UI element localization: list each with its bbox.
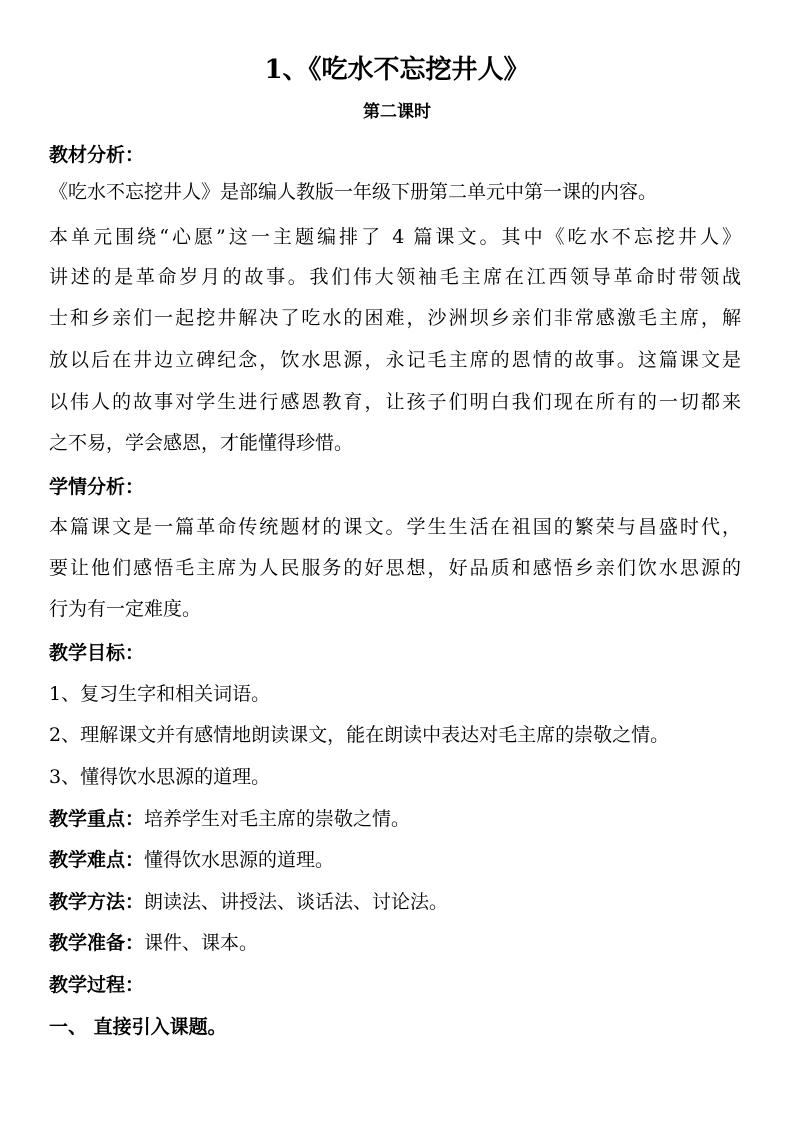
objective-item: 1、复习生字和相关词语。 bbox=[49, 683, 271, 705]
methods-label: 教学方法： bbox=[49, 891, 145, 913]
preparation-row bbox=[49, 928, 258, 958]
objective-item: 3、懂得饮水思源的道理。 bbox=[49, 766, 271, 788]
process-heading: 教学过程： bbox=[49, 974, 145, 996]
document-subtitle: 第二课时 bbox=[363, 102, 431, 122]
process-step-heading: 一、 直接引入课题。 bbox=[49, 1016, 227, 1038]
material-analysis-line: 士和乡亲们一起挖井解决了吃水的困难，沙洲坝乡亲们非常感激毛主席，解 bbox=[49, 307, 741, 329]
difficulty-label: 教学难点： bbox=[49, 849, 145, 871]
preparation-text: 课件、课本。 bbox=[144, 932, 259, 954]
student-analysis-line: 本篇课文是一篇革命传统题材的课文。学生生活在祖国的繁荣与昌盛时代， bbox=[49, 516, 741, 538]
objective-item: 2、理解课文并有感情地朗读课文，能在朗读中表达对毛主席的崇敬之情。 bbox=[49, 724, 670, 746]
material-analysis-heading: 教材分析： bbox=[49, 144, 145, 166]
difficulty-text: 懂得饮水思源的道理。 bbox=[144, 849, 335, 871]
material-analysis-line: 之不易，学会感恩，才能懂得珍惜。 bbox=[49, 432, 354, 454]
difficulty-row bbox=[49, 845, 334, 875]
material-analysis-line: 放以后在井边立碑纪念，饮水思源，永记毛主席的恩情的故事。这篇课文是 bbox=[49, 349, 741, 371]
document-title: 1、《吃水不忘挖井人》 bbox=[264, 55, 530, 85]
objectives-heading: 教学目标： bbox=[49, 642, 145, 664]
material-analysis-line: 《吃水不忘挖井人》是部编人教版一年级下册第二单元中第一课的内容。 bbox=[49, 181, 658, 203]
preparation-label: 教学准备： bbox=[49, 932, 145, 954]
key-point-label: 教学重点： bbox=[49, 808, 145, 830]
material-analysis-line: 讲述的是革命岁月的故事。我们伟大领袖毛主席在江西领导革命时带领战 bbox=[49, 266, 741, 288]
material-analysis-line: 本单元围绕“心愿”这一主题编排了 4 篇课文。其中《吃水不忘挖井人》 bbox=[49, 226, 741, 248]
student-analysis-heading: 学情分析： bbox=[49, 476, 145, 498]
key-point-row bbox=[49, 804, 410, 834]
methods-row bbox=[49, 887, 448, 917]
student-analysis-line: 要让他们感悟毛主席为人民服务的好思想，好品质和感悟乡亲们饮水思源的 bbox=[49, 557, 741, 579]
methods-text: 朗读法、讲授法、谈话法、讨论法。 bbox=[144, 891, 449, 913]
student-analysis-line: 行为有一定难度。 bbox=[49, 598, 202, 620]
material-analysis-line: 以伟人的故事对学生进行感恩教育，让孩子们明白我们现在所有的一切都来 bbox=[49, 391, 741, 413]
key-point-text: 培养学生对毛主席的崇敬之情。 bbox=[144, 808, 411, 830]
